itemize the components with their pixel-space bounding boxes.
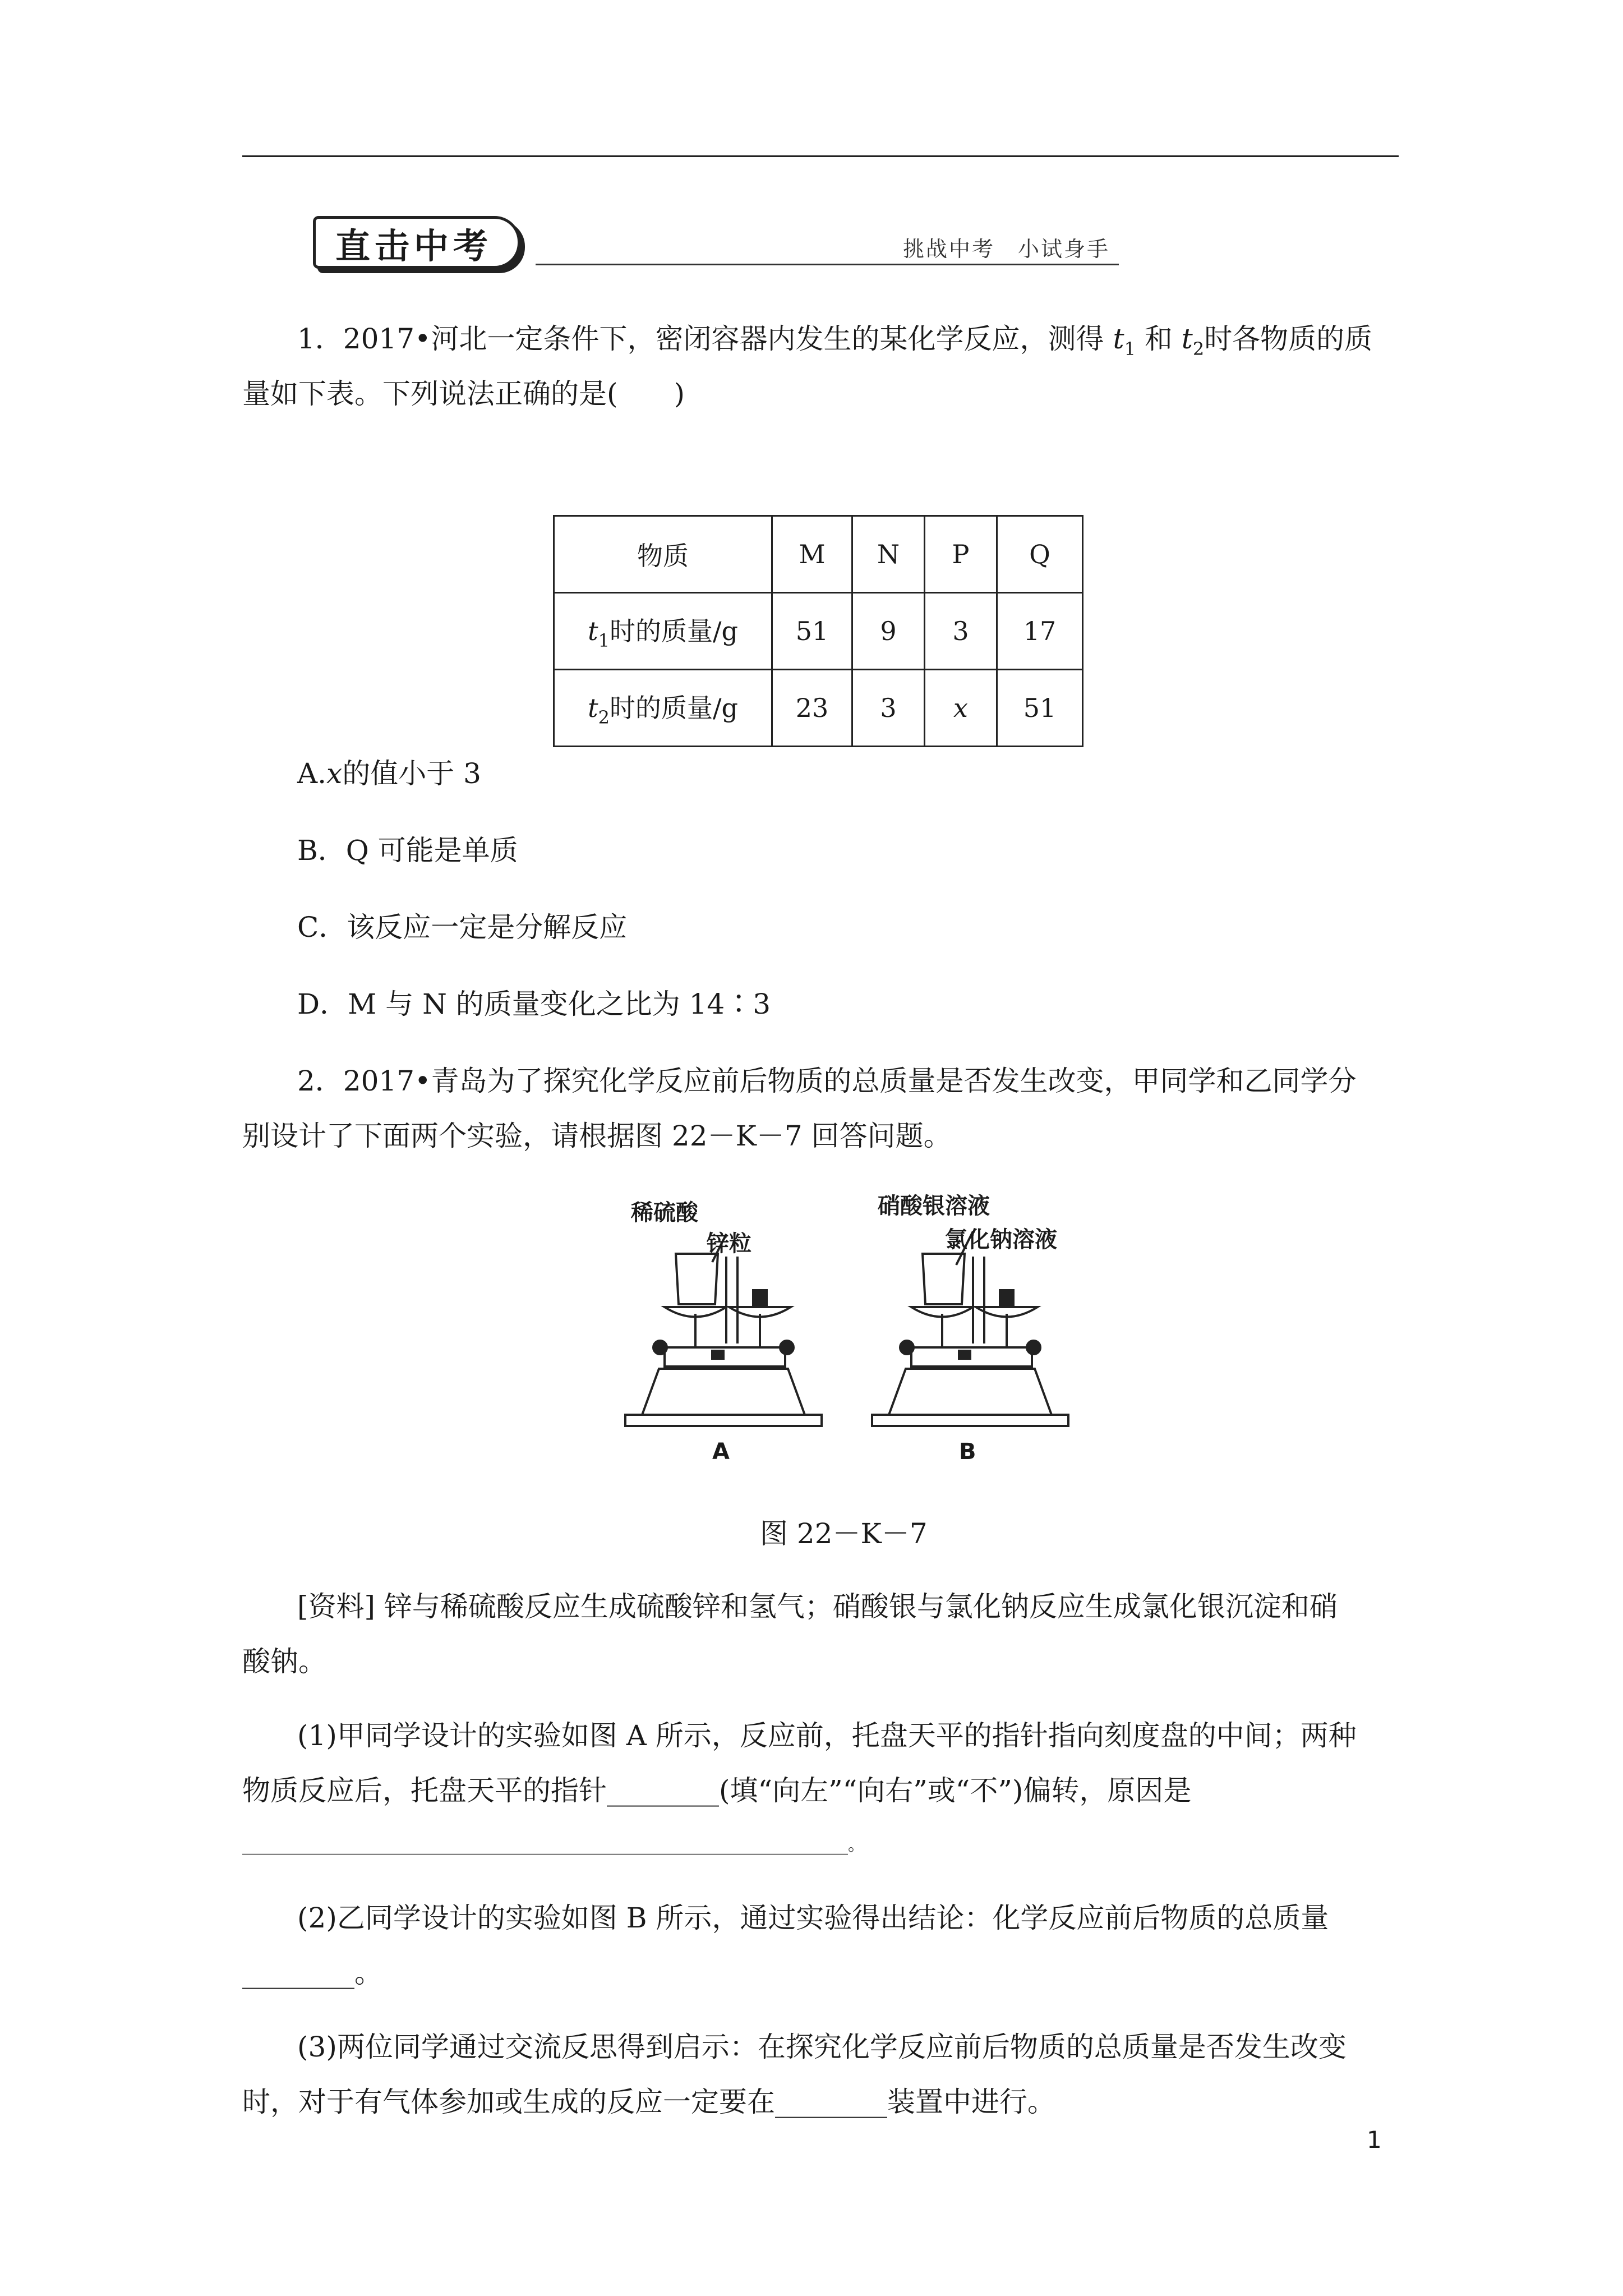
and-text: 和	[1144, 323, 1173, 355]
option-a-text: 的值小于 3	[342, 757, 481, 790]
weight-b	[1000, 1290, 1013, 1307]
table-cell: 9	[852, 593, 925, 670]
q1-line1-tail: 时各物质的质	[1204, 323, 1373, 355]
knob-b-left	[900, 1341, 914, 1354]
figure-caption: 图 22－K－7	[760, 1517, 928, 1550]
knob-b-right	[1027, 1341, 1040, 1354]
option-a	[297, 746, 481, 801]
rider-a	[712, 1351, 723, 1359]
t1-subscript: 1	[598, 630, 610, 651]
label-dilute-sulfuric-acid: 稀硫酸	[631, 1200, 698, 1226]
rider-b	[959, 1351, 970, 1359]
knob-a-right	[780, 1341, 794, 1354]
label-silver-nitrate: 硝酸银溶液	[878, 1193, 990, 1219]
table-row	[554, 593, 1083, 670]
base-b	[872, 1415, 1068, 1426]
banner-underline	[536, 264, 1119, 265]
table-cell: M	[772, 516, 852, 593]
q1-line1-text: 1．2017•河北一定条件下，密闭容器内发生的某化学反应，测得	[297, 323, 1104, 355]
row-label: 时的质量/g	[609, 693, 738, 723]
t-symbol: t	[1113, 323, 1124, 355]
sub1-line1: (1)甲同学设计的实验如图 A 所示，反应前，托盘天平的指针指向刻度盘的中间；两种	[297, 1719, 1357, 1752]
beam-a	[665, 1347, 785, 1366]
mass-table	[553, 515, 1083, 747]
table-cell	[554, 593, 772, 670]
page-number: 1	[1367, 2126, 1382, 2154]
sub1-line2: 物质反应后，托盘天平的指针________(填“向左”“向右”或“不”)偏转，原因是	[242, 1774, 1192, 1807]
table-cell: x	[925, 670, 997, 747]
figure-balances	[608, 1193, 1080, 1470]
section-banner	[313, 216, 537, 270]
table-cell: 17	[997, 593, 1083, 670]
banner-title: 直击中考	[335, 226, 493, 266]
table-cell: 3	[852, 670, 925, 747]
knob-a-left	[653, 1341, 667, 1354]
figure-label-b: B	[959, 1439, 976, 1465]
option-d: D．M 与 N 的质量变化之比为 14∶3	[297, 988, 771, 1020]
table-row	[554, 516, 1083, 593]
option-c: C．该反应一定是分解反应	[297, 911, 628, 944]
table-cell: 51	[997, 670, 1083, 747]
q1-line2: 量如下表。下列说法正确的是( )	[242, 378, 685, 410]
header-rule	[242, 155, 1399, 157]
info-line2: 酸钠。	[242, 1645, 326, 1678]
t1-subscript: 1	[1124, 338, 1136, 360]
table-cell: 物质	[554, 516, 772, 593]
t-symbol: t	[1181, 323, 1193, 355]
q2-line1: 2．2017•青岛为了探究化学反应前后物质的总质量是否发生改变，甲同学和乙同学分	[297, 1065, 1357, 1097]
needle-a	[726, 1257, 737, 1343]
t2-subscript: 2	[1192, 338, 1205, 360]
option-a-letter: A.	[297, 757, 327, 790]
sub3-line1: (3)两位同学通过交流反思得到启示：在探究化学反应前后物质的总质量是否发生改变	[297, 2031, 1347, 2063]
table-cell: P	[925, 516, 997, 593]
option-b: B．Q 可能是单质	[297, 834, 518, 867]
table-cell: N	[852, 516, 925, 593]
table-cell: 3	[925, 593, 997, 670]
label-sodium-chloride: 氯化钠溶液	[945, 1227, 1057, 1253]
sub1-answer-line: ________________________________________________________________________。	[242, 1835, 865, 1855]
base-a	[625, 1415, 822, 1426]
figure-label-a: A	[712, 1439, 730, 1465]
t-symbol: t	[588, 616, 598, 646]
sub3-line2: 时，对于有气体参加或生成的反应一定要在________装置中进行。	[242, 2086, 1055, 2118]
needle-b	[973, 1257, 984, 1343]
banner-subtitle: 挑战中考 小试身手	[903, 237, 1110, 261]
row-label: 时的质量/g	[609, 616, 738, 646]
sub2-line2: ________。	[242, 1957, 382, 1989]
t-symbol: t	[588, 693, 598, 723]
table-cell: Q	[997, 516, 1083, 593]
label-zinc-granules: 锌粒	[707, 1231, 751, 1257]
table-row	[554, 670, 1083, 747]
table-cell: 23	[772, 670, 852, 747]
option-a-var: x	[326, 757, 343, 790]
info-line1: [资料] 锌与稀硫酸反应生成硫酸锌和氢气；硝酸银与氯化钠反应生成氯化银沉淀和硝	[297, 1590, 1338, 1623]
pedestal-a	[642, 1369, 805, 1415]
table-cell: 51	[772, 593, 852, 670]
sub2-line1: (2)乙同学设计的实验如图 B 所示，通过实验得出结论：化学反应前后物质的总质量	[297, 1902, 1329, 1934]
table-cell	[554, 670, 772, 747]
t2-subscript: 2	[598, 707, 610, 728]
weight-a	[753, 1290, 767, 1307]
q2-line2: 别设计了下面两个实验，请根据图 22－K－7 回答问题。	[242, 1120, 952, 1152]
beam-b	[911, 1347, 1032, 1366]
pedestal-b	[889, 1369, 1052, 1415]
